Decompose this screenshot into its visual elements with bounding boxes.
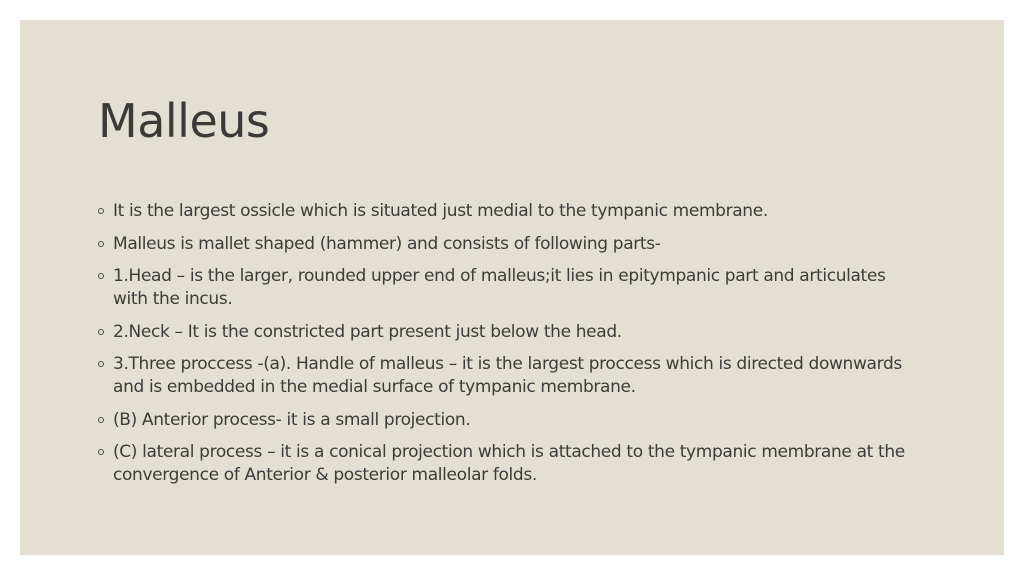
hollow-circle-icon (98, 241, 104, 247)
bullet-item (98, 353, 918, 399)
hollow-circle-icon (98, 361, 104, 367)
bullet-text: Malleus is mallet shaped (hammer) and consists of following parts- (113, 233, 661, 254)
bullet-text: (C) lateral process – it is a conical projection which is attached to the tympanic membrane at the convergence of Anterior & posterior malleolar folds. (113, 442, 905, 485)
bullet-text: 1.Head – is the larger, rounded upper end of malleus;it lies in epitympanic part and articulates with the incus. (113, 266, 886, 309)
bullet-text: (B) Anterior process- it is a small projection. (113, 409, 471, 430)
bullet-item (98, 200, 918, 223)
bullet-item (98, 409, 918, 432)
bullet-item (98, 441, 918, 487)
bullet-list (98, 200, 918, 497)
hollow-circle-icon (98, 449, 104, 455)
hollow-circle-icon (98, 417, 104, 423)
bullet-item (98, 265, 918, 311)
bullet-text: 3.Three proccess -(a). Handle of malleus – it is the largest proccess which is directed downwards and is embedded in the medial surface of tympanic membrane. (113, 354, 902, 397)
hollow-circle-icon (98, 208, 104, 214)
bullet-item (98, 321, 918, 344)
hollow-circle-icon (98, 329, 104, 335)
hollow-circle-icon (98, 273, 104, 279)
bullet-text: It is the largest ossicle which is situated just medial to the tympanic membrane. (113, 201, 768, 221)
slide-title: Malleus (98, 94, 270, 148)
bullet-item (98, 233, 918, 256)
bullet-text: 2.Neck – It is the constricted part present just below the head. (113, 321, 622, 342)
slide (20, 20, 1004, 555)
